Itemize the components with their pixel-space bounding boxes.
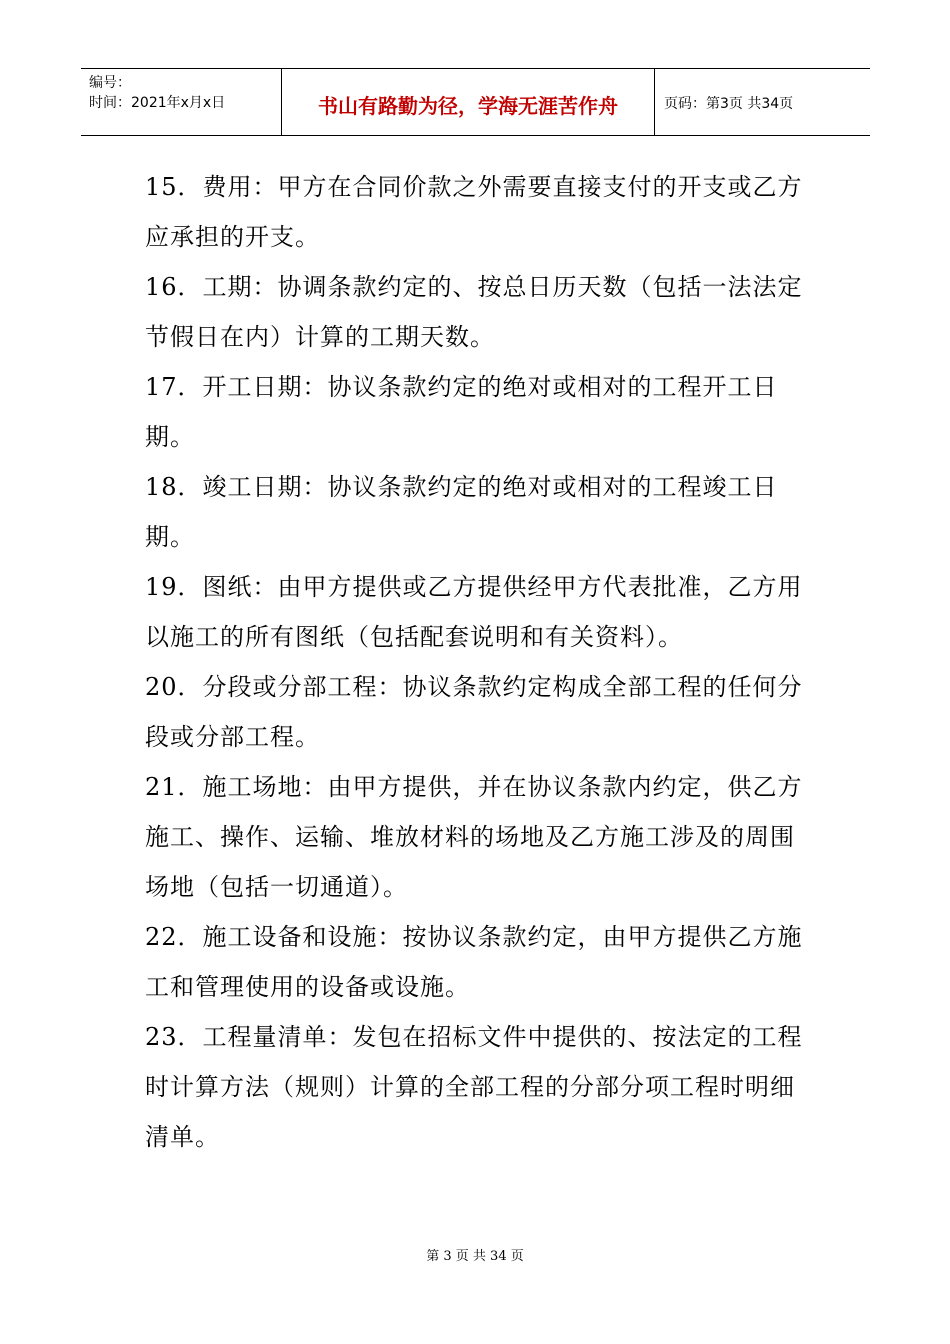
- paragraph-15: 15．费用：甲方在合同价款之外需要直接支付的开支或乙方应承担的开支。: [145, 173, 803, 251]
- document-body: [145, 162, 805, 1162]
- page-footer: 第 3 页 共 34 页: [426, 1249, 524, 1264]
- paragraph-18: 18．竣工日期：协议条款约定的绝对或相对的工程竣工日期。: [145, 473, 778, 551]
- page-header: [81, 68, 870, 136]
- header-page-number: 页码：第3页 共34页: [664, 96, 794, 112]
- paragraph-22: 22．施工设备和设施：按协议条款约定，由甲方提供乙方施工和管理使用的设备或设施。: [145, 923, 803, 1001]
- paragraph-21: 21．施工场地：由甲方提供，并在协议条款内约定，供乙方施工、操作、运输、堆放材料的场地及乙方施工涉及的周围场地（包括一切通道）。: [145, 773, 803, 901]
- paragraph-19: 19．图纸：由甲方提供或乙方提供经甲方代表批准，乙方用以施工的所有图纸（包括配套说明和有关资料）。: [145, 573, 803, 651]
- header-meta: [81, 69, 282, 135]
- paragraph-16: 16．工期：协调条款约定的、按总日历天数（包括一法法定节假日在内）计算的工期天数。: [145, 273, 803, 351]
- paragraph-20: 20．分段或分部工程：协议条款约定构成全部工程的任何分段或分部工程。: [145, 673, 803, 751]
- document-date-label: 时间：2021年x月x日: [89, 95, 226, 111]
- paragraph-17: 17．开工日期：协议条款约定的绝对或相对的工程开工日期。: [145, 373, 778, 451]
- header-motto: 书山有路勤为径，学海无涯苦作舟: [282, 69, 655, 135]
- document-number-label: 编号：: [89, 75, 131, 91]
- paragraph-23: 23．工程量清单：发包在招标文件中提供的、按法定的工程时计算方法（规则）计算的全部工程的分部分项工程时明细清单。: [145, 1023, 803, 1151]
